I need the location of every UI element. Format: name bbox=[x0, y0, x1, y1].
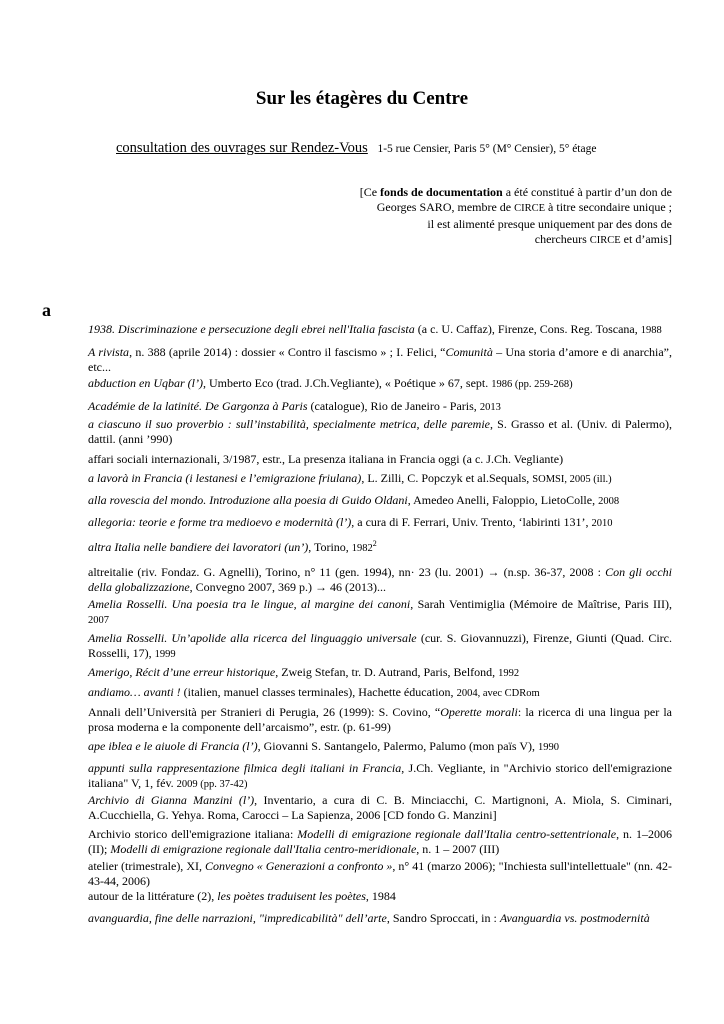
entry-italic: alla rovescia del mondo. Introduzione alla poesia di Guido Oldani bbox=[88, 493, 408, 507]
page-title: Sur les étagères du Centre bbox=[255, 88, 469, 109]
entry-rest: – Una storia d’amore e di anarchia”, etc... bbox=[88, 345, 673, 375]
entry-small: 1988 bbox=[640, 325, 662, 336]
entry-small: 1990 bbox=[538, 742, 560, 753]
entry-italic: appunti sulla rappresentazione filmica degli italiani in Francia bbox=[88, 761, 402, 775]
list-item bbox=[88, 685, 672, 701]
entry-italic: Amerigo, Récit d’une erreur historique bbox=[88, 665, 276, 679]
consultation-link[interactable]: consultation des ouvrages sur Rendez-Vous bbox=[116, 140, 368, 156]
list-item bbox=[88, 739, 672, 755]
entry-rest: , n. 1–2006 (II); bbox=[88, 827, 672, 857]
entry-italic: avanguardia, fine delle narrazioni, "impredicabilità" dell’arte bbox=[88, 911, 387, 925]
list-item bbox=[88, 859, 672, 890]
entry-rest: , Torino, bbox=[308, 540, 352, 554]
note-text: et d’amis] bbox=[620, 231, 672, 246]
entry-rest: , Zweig Stefan, tr. D. Autrand, Paris, Belfond, bbox=[275, 665, 499, 679]
list-item bbox=[88, 536, 672, 556]
entry-italic: Convegno « Generazioni a confronto » bbox=[205, 859, 393, 873]
entry-italic: Avanguardia vs. postmodernità bbox=[499, 911, 650, 925]
entry-small: 1982 bbox=[351, 543, 373, 554]
list-item bbox=[88, 911, 672, 926]
entry-plain: altreitalie (riv. Fondaz. G. Agnelli), Torino, n° 11 (gen. 1994), nn· 23 (lu. 2001) → (n.sp. 36-37, 2008 : bbox=[88, 565, 606, 579]
address-text: 1-5 rue Censier, Paris 5° (M° Censier), 5° étage bbox=[377, 143, 597, 155]
entry-rest: , Inventario, a cura di C. B. Minciacchi, C. Martignoni, A. Miola, S. Ciminari, A.Cucchiella, G. Yehya. Roma, Carocci – La Sapienza, 2006 [CD fondo G. Manzini] bbox=[88, 793, 672, 823]
entry-italic: A rivista bbox=[88, 345, 130, 359]
note-text: à titre secondaire unique ; bbox=[545, 200, 672, 215]
entry-small: 2009 (pp. 37-42) bbox=[176, 779, 248, 791]
list-item bbox=[88, 399, 672, 415]
entry-italic: Comunità bbox=[445, 345, 493, 359]
entry-sup: 2 bbox=[372, 539, 377, 548]
note-text: a été constitué à partir d’un don de bbox=[502, 185, 672, 199]
entry-small: 2004, avec CDRom bbox=[456, 688, 540, 699]
list-item bbox=[88, 705, 672, 736]
entry-rest: (catalogue), Rio de Janeiro - Paris, bbox=[307, 399, 480, 413]
section-letter: a bbox=[42, 300, 51, 320]
subtitle bbox=[116, 140, 596, 157]
entry-italic: 1938. Discriminazione e persecuzione degli ebrei nell'Italia fascista bbox=[88, 322, 415, 336]
entry-rest: (cur. S. Giovannuzzi), Firenze, Giunti (Quad. Circ. Rosselli, 17), bbox=[88, 631, 673, 661]
entry-rest: , J.Ch. Vegliante, in "Archivio storico dell'emigrazione italiana" V, 1, fév. bbox=[88, 761, 673, 791]
entry-rest: : la ricerca di una lingua per la prosa moderna e la componente dell’arcaismo”, estr. (p. 61-99) bbox=[88, 705, 672, 735]
entry-rest: , L. Zilli, C. Popczyk et al.Sequals, bbox=[361, 471, 533, 485]
list-item bbox=[88, 665, 672, 681]
list-item bbox=[88, 471, 672, 487]
note-text: il est alimenté presque uniquement par des dons de bbox=[427, 216, 672, 231]
entry-plain: Archivio storico dell'emigrazione italiana: bbox=[88, 827, 298, 841]
entry-rest: , Umberto Eco (trad. J.Ch.Vegliante), « Poétique » 67, sept. bbox=[202, 376, 492, 390]
list-item bbox=[88, 376, 672, 392]
entry-rest: , Amedeo Anelli, Faloppio, LietoColle, bbox=[407, 493, 599, 507]
note-text: [Ce bbox=[359, 185, 381, 199]
fund-note bbox=[312, 185, 672, 248]
list-item bbox=[88, 515, 672, 531]
note-text: Georges SARO, membre de bbox=[376, 200, 515, 215]
entry-rest: , 1984 bbox=[365, 889, 396, 903]
entry-small: SOMSI, 2005 (ill.) bbox=[532, 474, 612, 485]
entry-italic: Modelli di emigrazione regionale dall'Italia centro-settentrionale bbox=[297, 827, 617, 841]
entry-italic: Modelli di emigrazione regionale dall'Italia centro-meridionale bbox=[110, 842, 417, 857]
entry-italic: Con gli occhi della globalizzazione bbox=[88, 565, 672, 595]
list-item bbox=[88, 452, 672, 467]
entry-plain: atelier (trimestrale), XI, bbox=[88, 859, 206, 873]
list-item bbox=[88, 493, 672, 509]
list-item bbox=[88, 631, 672, 663]
entry-rest: , n° 41 (marzo 2006); "Inchiesta sull'intellettuale" (nn. 42-43-44, 2006) bbox=[88, 859, 672, 889]
entry-rest: , Sarah Ventimiglia (Mémoire de Maîtrise, Paris III), bbox=[410, 597, 672, 611]
entry-italic: andiamo… avanti ! bbox=[88, 685, 181, 699]
entry-italic: allegoria: teorie e forme tra medioevo e modernità (l’) bbox=[88, 515, 352, 529]
entry-rest: , n. 388 (aprile 2014) : dossier « Contro il fascismo » ; I. Felici, “ bbox=[129, 345, 446, 359]
entry-plain: Annali dell’Università per Stranieri di Perugia, 26 (1999): S. Covino, “ bbox=[88, 705, 441, 719]
entry-italic: Archivio di Gianna Manzini (l’) bbox=[88, 793, 255, 807]
entry-italic: ape iblea e le aiuole di Francia (l’) bbox=[88, 739, 258, 753]
entry-small: 1986 (pp. 259-268) bbox=[491, 379, 573, 390]
entry-italic: Académie de la latinité. De Gargonza à Paris bbox=[88, 399, 308, 413]
list-item bbox=[88, 761, 672, 793]
list-item bbox=[88, 322, 672, 338]
entry-plain: affari sociali internazionali, 3/1987, estr., La presenza italiana in Francia oggi (a c. J.Ch. Vegliante) bbox=[88, 452, 564, 466]
entry-rest: , a cura di F. Ferrari, Univ. Trento, ‘labirinti 131’, bbox=[351, 515, 592, 529]
entry-rest: , Sandro Sproccati, in : bbox=[386, 911, 500, 925]
entry-italic: Amelia Rosselli. Una poesia tra le lingue, al margine dei canoni bbox=[88, 597, 411, 611]
list-item bbox=[88, 793, 672, 824]
entry-italic: a lavorà in Francia (i lestanesi e l’emigrazione friulana) bbox=[88, 471, 362, 485]
entry-small: 1999 bbox=[154, 649, 176, 661]
entry-rest: , Convegno 2007, 369 p.) → 46 (2013)... bbox=[189, 580, 386, 595]
entry-rest: , n. 1 – 2007 (III) bbox=[416, 842, 500, 857]
note-bold: fonds de documentation bbox=[380, 185, 503, 199]
note-text: chercheurs bbox=[534, 231, 590, 246]
entry-italic: les poètes traduisent les poètes bbox=[217, 889, 366, 903]
list-item bbox=[88, 345, 672, 376]
entry-small: 1992 bbox=[498, 668, 520, 679]
list-item bbox=[88, 889, 672, 904]
list-item bbox=[88, 417, 672, 448]
note-circe: CIRCE bbox=[589, 234, 621, 246]
entry-small: 2013 bbox=[479, 402, 501, 413]
entry-italic: a ciascuno il suo proverbio : sull’instabilità, specialmente metrica, delle paremie bbox=[88, 417, 491, 431]
entry-small: 2008 bbox=[598, 496, 620, 507]
entry-rest: (italien, manuel classes terminales), Hachette éducation, bbox=[180, 685, 457, 699]
entry-small: 2010 bbox=[591, 518, 613, 529]
list-item bbox=[88, 827, 672, 858]
entry-italic: Operette morali bbox=[440, 705, 518, 719]
entry-rest: , Giovanni S. Santangelo, Palermo, Palumo (mon païs V), bbox=[257, 739, 539, 753]
entry-small: 2007 bbox=[88, 615, 109, 627]
entry-plain: autour de la littérature (2), bbox=[88, 889, 218, 903]
entry-italic: Amelia Rosselli. Un’apolide alla ricerca del linguaggio universale bbox=[88, 631, 417, 645]
entry-rest: , S. Grasso et al. (Univ. di Palermo), dattil. (anni ’990) bbox=[88, 417, 673, 447]
entry-rest: (a c. U. Caffaz), Firenze, Cons. Reg. Toscana, bbox=[414, 322, 641, 336]
list-item bbox=[88, 565, 672, 596]
entry-italic: altra Italia nelle bandiere dei lavoratori (un’) bbox=[88, 540, 309, 554]
entry-italic: abduction en Uqbar (l’) bbox=[88, 376, 203, 390]
list-item bbox=[88, 597, 672, 629]
note-circe: CIRCE bbox=[514, 203, 546, 215]
